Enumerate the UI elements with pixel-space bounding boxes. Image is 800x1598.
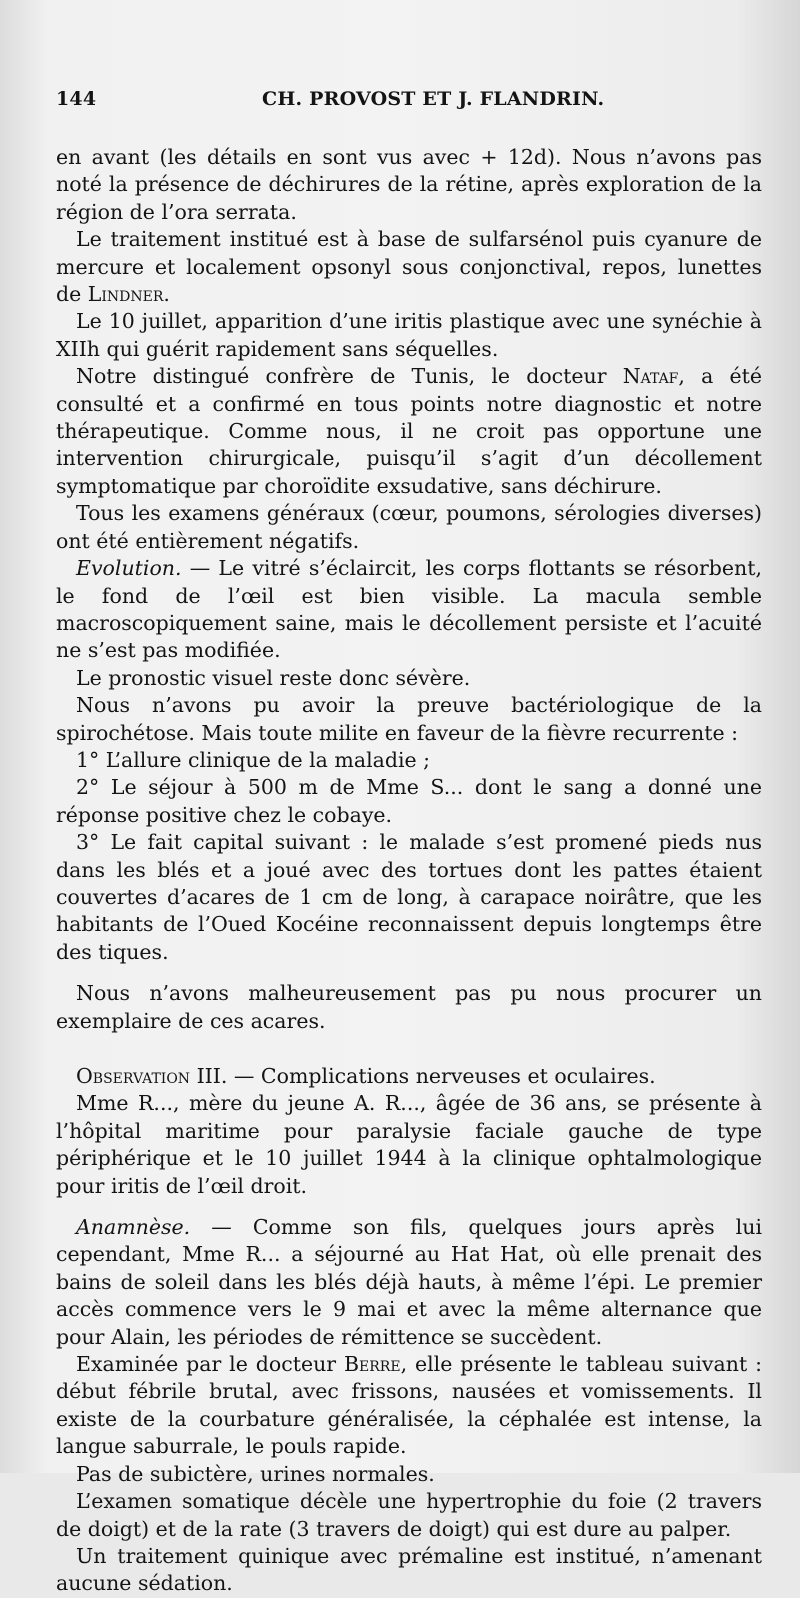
page-number: 144 (56, 88, 97, 110)
person-name: Nataf (622, 364, 679, 389)
paragraph: L’examen somatique décèle une hypertrophie du foie (2 travers de doigt) et de la rate (3 travers de doigt) qui est dure au palper. (56, 1489, 762, 1541)
paragraph: Anamnèse. — Comme son fils, quelques jours après lui cependant, Mme R... a séjourné au Hat Hat, où elle prenait des bains de soleil dans les blés déjà hauts, à même l’épi. Le premier accès commence vers le 9 mai et avec la même alternance que pour Alain, les périodes de rémittence se succèdent. (56, 1215, 762, 1349)
list-item: 3° Le fait capital suivant : le malade s’est promené pieds nus dans les blés et a joué avec des tortues dont les pattes étaient couvertes d’acares de 1 cm de long, à carapace noirâtre, que les habitants de l’Oued Kocéine reconnaissent depuis longtemps être des tiques. (56, 830, 762, 964)
paragraph: Le pronostic visuel reste donc sévère. (76, 665, 471, 690)
paragraph: Un traitement quinique avec prémaline est institué, n’amenant aucune sédation. (56, 1543, 762, 1596)
paragraph: Mme R..., mère du jeune A. R..., âgée de 36 ans, se présente à l’hôpital maritime pour paralysie faciale gauche de type périphérique et le 10 juillet 1944 à la clinique ophtalmologique pour iritis de l’œil droit. (56, 1091, 762, 1198)
running-head (56, 88, 762, 110)
paragraph: Notre distingué confrère de Tunis, le docteur Nataf, a été consulté et a confirmé en tous points notre diagnostic et notre thérapeutique. Comme nous, il ne croit pas opportune une intervention chirurgicale, puisqu’il s’agit d’un décollement symptomatique par choroïdite exsudative, sans déchirure. (56, 364, 762, 498)
paragraph: en avant (les détails en sont vus avec + 12d). Nous n’avons pas noté la présence de déchirures de la rétine, après exploration de la région de l’ora serrata. (56, 145, 762, 224)
list-item: 2° Le séjour à 500 m de Mme S... dont le sang a donné une réponse positive chez le cobaye. (56, 775, 762, 827)
paragraph: Nous n’avons pu avoir la preuve bactériologique de la spirochétose. Mais toute milite en faveur de la fièvre recurrente : (56, 693, 762, 745)
body-text (56, 144, 762, 1598)
observation-heading: Observation III. — Complications nerveuses et oculaires. (76, 1064, 656, 1088)
paragraph: Tous les examens généraux (cœur, poumons, sérologies diverses) ont été entièrement négatifs. (56, 501, 762, 553)
paragraph: Le 10 juillet, apparition d’une iritis plastique avec une synéchie à XIIh qui guérit rapidement sans séquelles. (56, 309, 762, 361)
paragraph: Nous n’avons malheureusement pas pu nous procurer un exemplaire de ces acares. (56, 981, 762, 1033)
section-lead: Evolution. (76, 556, 182, 581)
person-name: Lindner (87, 282, 164, 307)
paragraph: Examinée par le docteur Berre, elle présente le tableau suivant : début fébrile brutal, avec frissons, nausées et vomissements. Il existe de la courbature généralisée, la céphalée est intense, la langue saburrale, le pouls rapide. (56, 1352, 762, 1459)
paragraph: Pas de subictère, urines normales. (76, 1461, 435, 1486)
section-lead: Anamnèse. (76, 1215, 191, 1240)
list-item: 1° L’allure clinique de la maladie ; (76, 747, 431, 772)
running-title: CH. PROVOST ET J. FLANDRIN. (262, 88, 605, 110)
paragraph: Evolution. — Le vitré s’éclaircit, les corps flottants se résorbent, le fond de l’œil est bien visible. La macula semble macroscopiquement saine, mais le décollement persiste et l’acuité ne s’est pas modifiée. (56, 556, 762, 663)
person-name: Berre (343, 1352, 401, 1377)
paragraph: Le traitement institué est à base de sulfarsénol puis cyanure de mercure et localement opsonyl sous conjonctival, repos, lunettes de Lindner. (56, 227, 762, 307)
